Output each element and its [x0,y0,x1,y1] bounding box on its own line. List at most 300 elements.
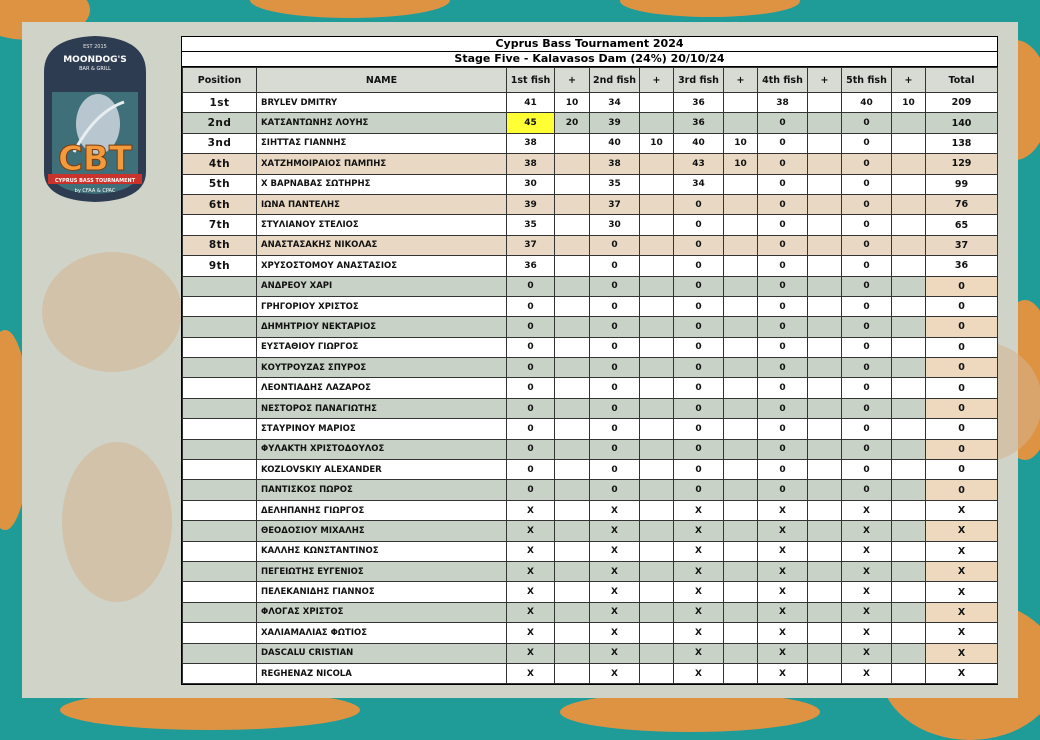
table-row [183,133,998,153]
plus4-cell [808,93,842,113]
fish4-cell: 0 [758,113,808,133]
table-row [183,256,998,276]
fish5-cell: 0 [842,276,892,296]
plus3-cell: 10 [724,154,758,174]
plus3-cell [724,378,758,398]
plus5-cell [892,215,926,235]
plus4-cell [808,623,842,643]
position-cell: 1st [183,93,257,113]
fish2-cell: X [590,521,640,541]
fish3-cell: X [674,602,724,622]
total-cell: 138 [926,133,998,153]
fish2-cell: 0 [590,480,640,500]
plus3-cell [724,215,758,235]
col-fish2: 2nd fish [590,68,640,93]
name-cell: ΔΗΜΗΤΡΙΟΥ ΝΕΚΤΑΡΙΟΣ [257,317,507,337]
plus1-cell [555,623,590,643]
name-cell: ΑΝΑΣΤΑΣΑΚΗΣ ΝΙΚΟΛΑΣ [257,235,507,255]
fish5-cell: X [842,582,892,602]
plus5-cell [892,419,926,439]
plus2-cell: 10 [640,133,674,153]
name-cell: REGHENAZ NICOLA [257,663,507,683]
plus4-cell [808,500,842,520]
plus5-cell [892,235,926,255]
fish3-cell: 0 [674,398,724,418]
plus1-cell [555,133,590,153]
plus4-cell [808,439,842,459]
position-cell [183,378,257,398]
fish2-cell: 0 [590,419,640,439]
position-cell: 4th [183,154,257,174]
fish3-cell: 0 [674,296,724,316]
fish3-cell: 0 [674,256,724,276]
total-cell: 65 [926,215,998,235]
plus2-cell [640,643,674,663]
table-row [183,398,998,418]
fish1-cell: 0 [507,296,555,316]
name-cell: KOZLOVSKIY ALEXANDER [257,460,507,480]
table-row [183,194,998,214]
fish1-cell: 39 [507,194,555,214]
sheet-title: Cyprus Bass Tournament 2024 [182,37,997,52]
plus4-cell [808,582,842,602]
fish3-cell: 0 [674,235,724,255]
fish1-cell: 0 [507,460,555,480]
fish3-cell: 0 [674,378,724,398]
plus3-cell [724,276,758,296]
plus2-cell [640,276,674,296]
table-row [183,93,998,113]
plus5-cell [892,154,926,174]
plus4-cell [808,521,842,541]
col-plus5: + [892,68,926,93]
fish5-cell: 0 [842,317,892,337]
plus1-cell [555,398,590,418]
plus3-cell [724,663,758,683]
fish3-cell: X [674,541,724,561]
fish1-cell: 35 [507,215,555,235]
plus4-cell [808,154,842,174]
position-cell [183,398,257,418]
col-position: Position [183,68,257,93]
plus5-cell [892,174,926,194]
position-cell [183,480,257,500]
total-cell: 0 [926,460,998,480]
table-row [183,378,998,398]
plus3-cell [724,541,758,561]
plus3-cell [724,500,758,520]
table-row [183,317,998,337]
fish4-cell: X [758,602,808,622]
position-cell [183,541,257,561]
fish1-cell: 0 [507,337,555,357]
total-cell: X [926,663,998,683]
fish1-cell: X [507,602,555,622]
fish5-cell: X [842,500,892,520]
position-cell [183,561,257,581]
fish2-cell: 39 [590,113,640,133]
fish1-cell: X [507,521,555,541]
plus1-cell [555,256,590,276]
fish3-cell: 0 [674,337,724,357]
plus4-cell [808,541,842,561]
plus5-cell [892,663,926,683]
plus5-cell [892,643,926,663]
plus5-cell [892,521,926,541]
position-cell [183,317,257,337]
name-cell: ΧΑΤΖΗΜΟΙΡΑΙΟΣ ΠΑΜΠΗΣ [257,154,507,174]
plus2-cell [640,256,674,276]
position-cell: 9th [183,256,257,276]
plus3-cell [724,623,758,643]
total-cell: X [926,623,998,643]
table-row [183,480,998,500]
fish3-cell: 34 [674,174,724,194]
fish2-cell: 34 [590,93,640,113]
plus4-cell [808,256,842,276]
fish1-cell: X [507,541,555,561]
plus4-cell [808,561,842,581]
table-row [183,439,998,459]
plus2-cell [640,93,674,113]
plus4-cell [808,235,842,255]
fish1-cell: 41 [507,93,555,113]
fish4-cell: 0 [758,358,808,378]
col-plus3: + [724,68,758,93]
table-row [183,541,998,561]
fish2-cell: 0 [590,337,640,357]
fish4-cell: X [758,561,808,581]
fish3-cell: 0 [674,419,724,439]
table-row [183,419,998,439]
position-cell [183,358,257,378]
table-row [183,154,998,174]
total-cell: 76 [926,194,998,214]
fish5-cell: 0 [842,378,892,398]
plus4-cell [808,419,842,439]
fish4-cell: X [758,623,808,643]
plus1-cell [555,378,590,398]
plus3-cell [724,480,758,500]
fish1-cell: 0 [507,317,555,337]
fish5-cell: 0 [842,398,892,418]
total-cell: 0 [926,337,998,357]
fish4-cell: X [758,541,808,561]
fish5-cell: X [842,602,892,622]
fish2-cell: 35 [590,174,640,194]
plus3-cell [724,358,758,378]
fish5-cell: X [842,521,892,541]
total-cell: X [926,500,998,520]
name-cell: ΦΥΛΑΚΤΗ ΧΡΙΣΤΟΔΟΥΛΟΣ [257,439,507,459]
col-plus2: + [640,68,674,93]
fish1-cell: 0 [507,480,555,500]
plus2-cell [640,439,674,459]
plus4-cell [808,643,842,663]
plus3-cell [724,256,758,276]
fish1-cell: 0 [507,276,555,296]
fish3-cell: X [674,643,724,663]
total-cell: X [926,643,998,663]
fish2-cell: 0 [590,317,640,337]
fish4-cell: 0 [758,398,808,418]
col-fish3: 3rd fish [674,68,724,93]
plus5-cell [892,378,926,398]
fish5-cell: 0 [842,296,892,316]
name-cell: ΚΑΛΛΗΣ ΚΩΝΣΤΑΝΤΙΝΟΣ [257,541,507,561]
plus4-cell [808,378,842,398]
plus4-cell [808,602,842,622]
fish2-cell: 40 [590,133,640,153]
table-row [183,235,998,255]
plus2-cell [640,663,674,683]
plus5-cell [892,133,926,153]
plus2-cell [640,317,674,337]
plus5-cell: 10 [892,93,926,113]
plus3-cell [724,602,758,622]
plus4-cell [808,480,842,500]
plus1-cell [555,439,590,459]
plus3-cell [724,337,758,357]
plus5-cell [892,439,926,459]
fish1-cell: 36 [507,256,555,276]
fish2-cell: 0 [590,256,640,276]
plus4-cell [808,215,842,235]
plus4-cell [808,317,842,337]
fish3-cell: 0 [674,276,724,296]
fish5-cell: 0 [842,133,892,153]
plus3-cell [724,113,758,133]
plus2-cell [640,235,674,255]
name-cell: ΙΩΝΑ ΠΑΝΤΕΛΗΣ [257,194,507,214]
plus3-cell [724,521,758,541]
plus4-cell [808,296,842,316]
total-cell: 36 [926,256,998,276]
fish2-cell: 0 [590,276,640,296]
cbt-logo [34,32,156,204]
table-row [183,602,998,622]
plus1-cell [555,358,590,378]
plus1-cell [555,317,590,337]
plus5-cell [892,337,926,357]
fish3-cell: X [674,623,724,643]
plus3-cell [724,296,758,316]
plus5-cell [892,623,926,643]
fish5-cell: 40 [842,93,892,113]
plus2-cell [640,419,674,439]
fish4-cell: 0 [758,215,808,235]
plus5-cell [892,460,926,480]
fish3-cell: 36 [674,113,724,133]
plus4-cell [808,174,842,194]
plus2-cell [640,602,674,622]
fish2-cell: 0 [590,358,640,378]
fish5-cell: X [842,541,892,561]
col-fish1: 1st fish [507,68,555,93]
fish2-cell: 0 [590,439,640,459]
logo-banner: CYPRUS BASS TOURNAMENT [54,178,136,184]
fish3-cell: 0 [674,215,724,235]
total-cell: X [926,602,998,622]
fish4-cell: X [758,521,808,541]
plus1-cell [555,194,590,214]
fish1-cell: 0 [507,358,555,378]
fish1-cell: 37 [507,235,555,255]
fish1-cell: 45 [507,113,555,133]
fish4-cell: 0 [758,133,808,153]
fish3-cell: 36 [674,93,724,113]
fish4-cell: 0 [758,296,808,316]
name-cell: ΛΕΟΝΤΙΑΔΗΣ ΛΑΖΑΡΟΣ [257,378,507,398]
total-cell: X [926,541,998,561]
table-row [183,215,998,235]
plus1-cell [555,419,590,439]
fish3-cell: X [674,561,724,581]
name-cell: ΠΕΛΕΚΑΝΙΔΗΣ ΓΙΑΝΝΟΣ [257,582,507,602]
total-cell: 129 [926,154,998,174]
position-cell [183,337,257,357]
plus2-cell [640,460,674,480]
plus1-cell [555,460,590,480]
logo-brand: MOONDOG'S [63,55,127,65]
plus4-cell [808,113,842,133]
plus2-cell [640,296,674,316]
fish5-cell: 0 [842,419,892,439]
fish1-cell: 38 [507,154,555,174]
fish2-cell: 0 [590,398,640,418]
plus3-cell [724,93,758,113]
plus2-cell [640,194,674,214]
plus1-cell [555,296,590,316]
name-cell: ΧΑΛΙΑΜΑΛΙΑΣ ΦΩΤΙΟΣ [257,623,507,643]
name-cell: ΣΙΗΤΤΑΣ ΓΙΑΝΝΗΣ [257,133,507,153]
fish2-cell: X [590,602,640,622]
fish4-cell: 0 [758,235,808,255]
fish4-cell: 0 [758,460,808,480]
fish3-cell: 0 [674,317,724,337]
position-cell [183,663,257,683]
total-cell: 0 [926,358,998,378]
fish5-cell: X [842,643,892,663]
plus1-cell [555,541,590,561]
plus1-cell [555,337,590,357]
plus2-cell [640,113,674,133]
total-cell: 140 [926,113,998,133]
plus3-cell [724,643,758,663]
logo-est: EST 2015 [83,44,107,50]
table-row [183,276,998,296]
fish4-cell: 0 [758,419,808,439]
name-cell: Χ ΒΑΡΝΑΒΑΣ ΣΩΤΗΡΗΣ [257,174,507,194]
plus1-cell [555,561,590,581]
fish4-cell: 0 [758,439,808,459]
plus5-cell [892,296,926,316]
logo-mark: CBT [57,139,133,179]
plus5-cell [892,256,926,276]
col-fish4: 4th fish [758,68,808,93]
fish5-cell: 0 [842,358,892,378]
plus4-cell [808,460,842,480]
fish1-cell: 30 [507,174,555,194]
fish3-cell: 0 [674,480,724,500]
fish4-cell: 0 [758,276,808,296]
fish2-cell: 38 [590,154,640,174]
position-cell [183,276,257,296]
fish5-cell: 0 [842,154,892,174]
plus2-cell [640,541,674,561]
plus3-cell [724,439,758,459]
col-name: NAME [257,68,507,93]
fish5-cell: 0 [842,337,892,357]
plus4-cell [808,663,842,683]
plus2-cell [640,500,674,520]
fish3-cell: X [674,663,724,683]
col-total: Total [926,68,998,93]
position-cell [183,460,257,480]
fish4-cell: X [758,643,808,663]
total-cell: 0 [926,439,998,459]
name-cell: BRYLEV DMITRY [257,93,507,113]
position-cell [183,623,257,643]
total-cell: 99 [926,174,998,194]
plus1-cell [555,500,590,520]
fish3-cell: X [674,521,724,541]
total-cell: X [926,521,998,541]
fish2-cell: 0 [590,296,640,316]
plus4-cell [808,398,842,418]
plus5-cell [892,194,926,214]
name-cell: ΧΡΥΣΟΣΤΟΜΟΥ ΑΝΑΣΤΑΣΙΟΣ [257,256,507,276]
fish3-cell: 0 [674,460,724,480]
plus1-cell [555,154,590,174]
total-cell: 209 [926,93,998,113]
name-cell: DASCALU CRISTIAN [257,643,507,663]
table-row [183,643,998,663]
position-cell [183,439,257,459]
plus5-cell [892,582,926,602]
table-row [183,521,998,541]
fish5-cell: X [842,623,892,643]
plus3-cell [724,174,758,194]
results-table [182,67,998,684]
fish5-cell: 0 [842,256,892,276]
col-plus1: + [555,68,590,93]
total-cell: 0 [926,317,998,337]
fish1-cell: X [507,582,555,602]
position-cell: 3nd [183,133,257,153]
fish3-cell: X [674,582,724,602]
plus5-cell [892,561,926,581]
table-header [183,68,998,93]
name-cell: ΓΡΗΓΟΡΙΟΥ ΧΡΙΣΤΟΣ [257,296,507,316]
fish2-cell: X [590,582,640,602]
table-row [183,174,998,194]
fish4-cell: 0 [758,174,808,194]
fish1-cell: X [507,561,555,581]
fish3-cell: 43 [674,154,724,174]
logo-brand-sub: BAR & GRILL [79,66,111,72]
fish2-cell: 0 [590,235,640,255]
fish1-cell: X [507,663,555,683]
total-cell: X [926,561,998,581]
fish4-cell: 0 [758,317,808,337]
plus3-cell: 10 [724,133,758,153]
fish1-cell: X [507,623,555,643]
fish3-cell: 0 [674,358,724,378]
plus2-cell [640,521,674,541]
fish5-cell: X [842,663,892,683]
name-cell: ΕΥΣΤΑΘΙΟΥ ΓΙΩΡΓΟΣ [257,337,507,357]
